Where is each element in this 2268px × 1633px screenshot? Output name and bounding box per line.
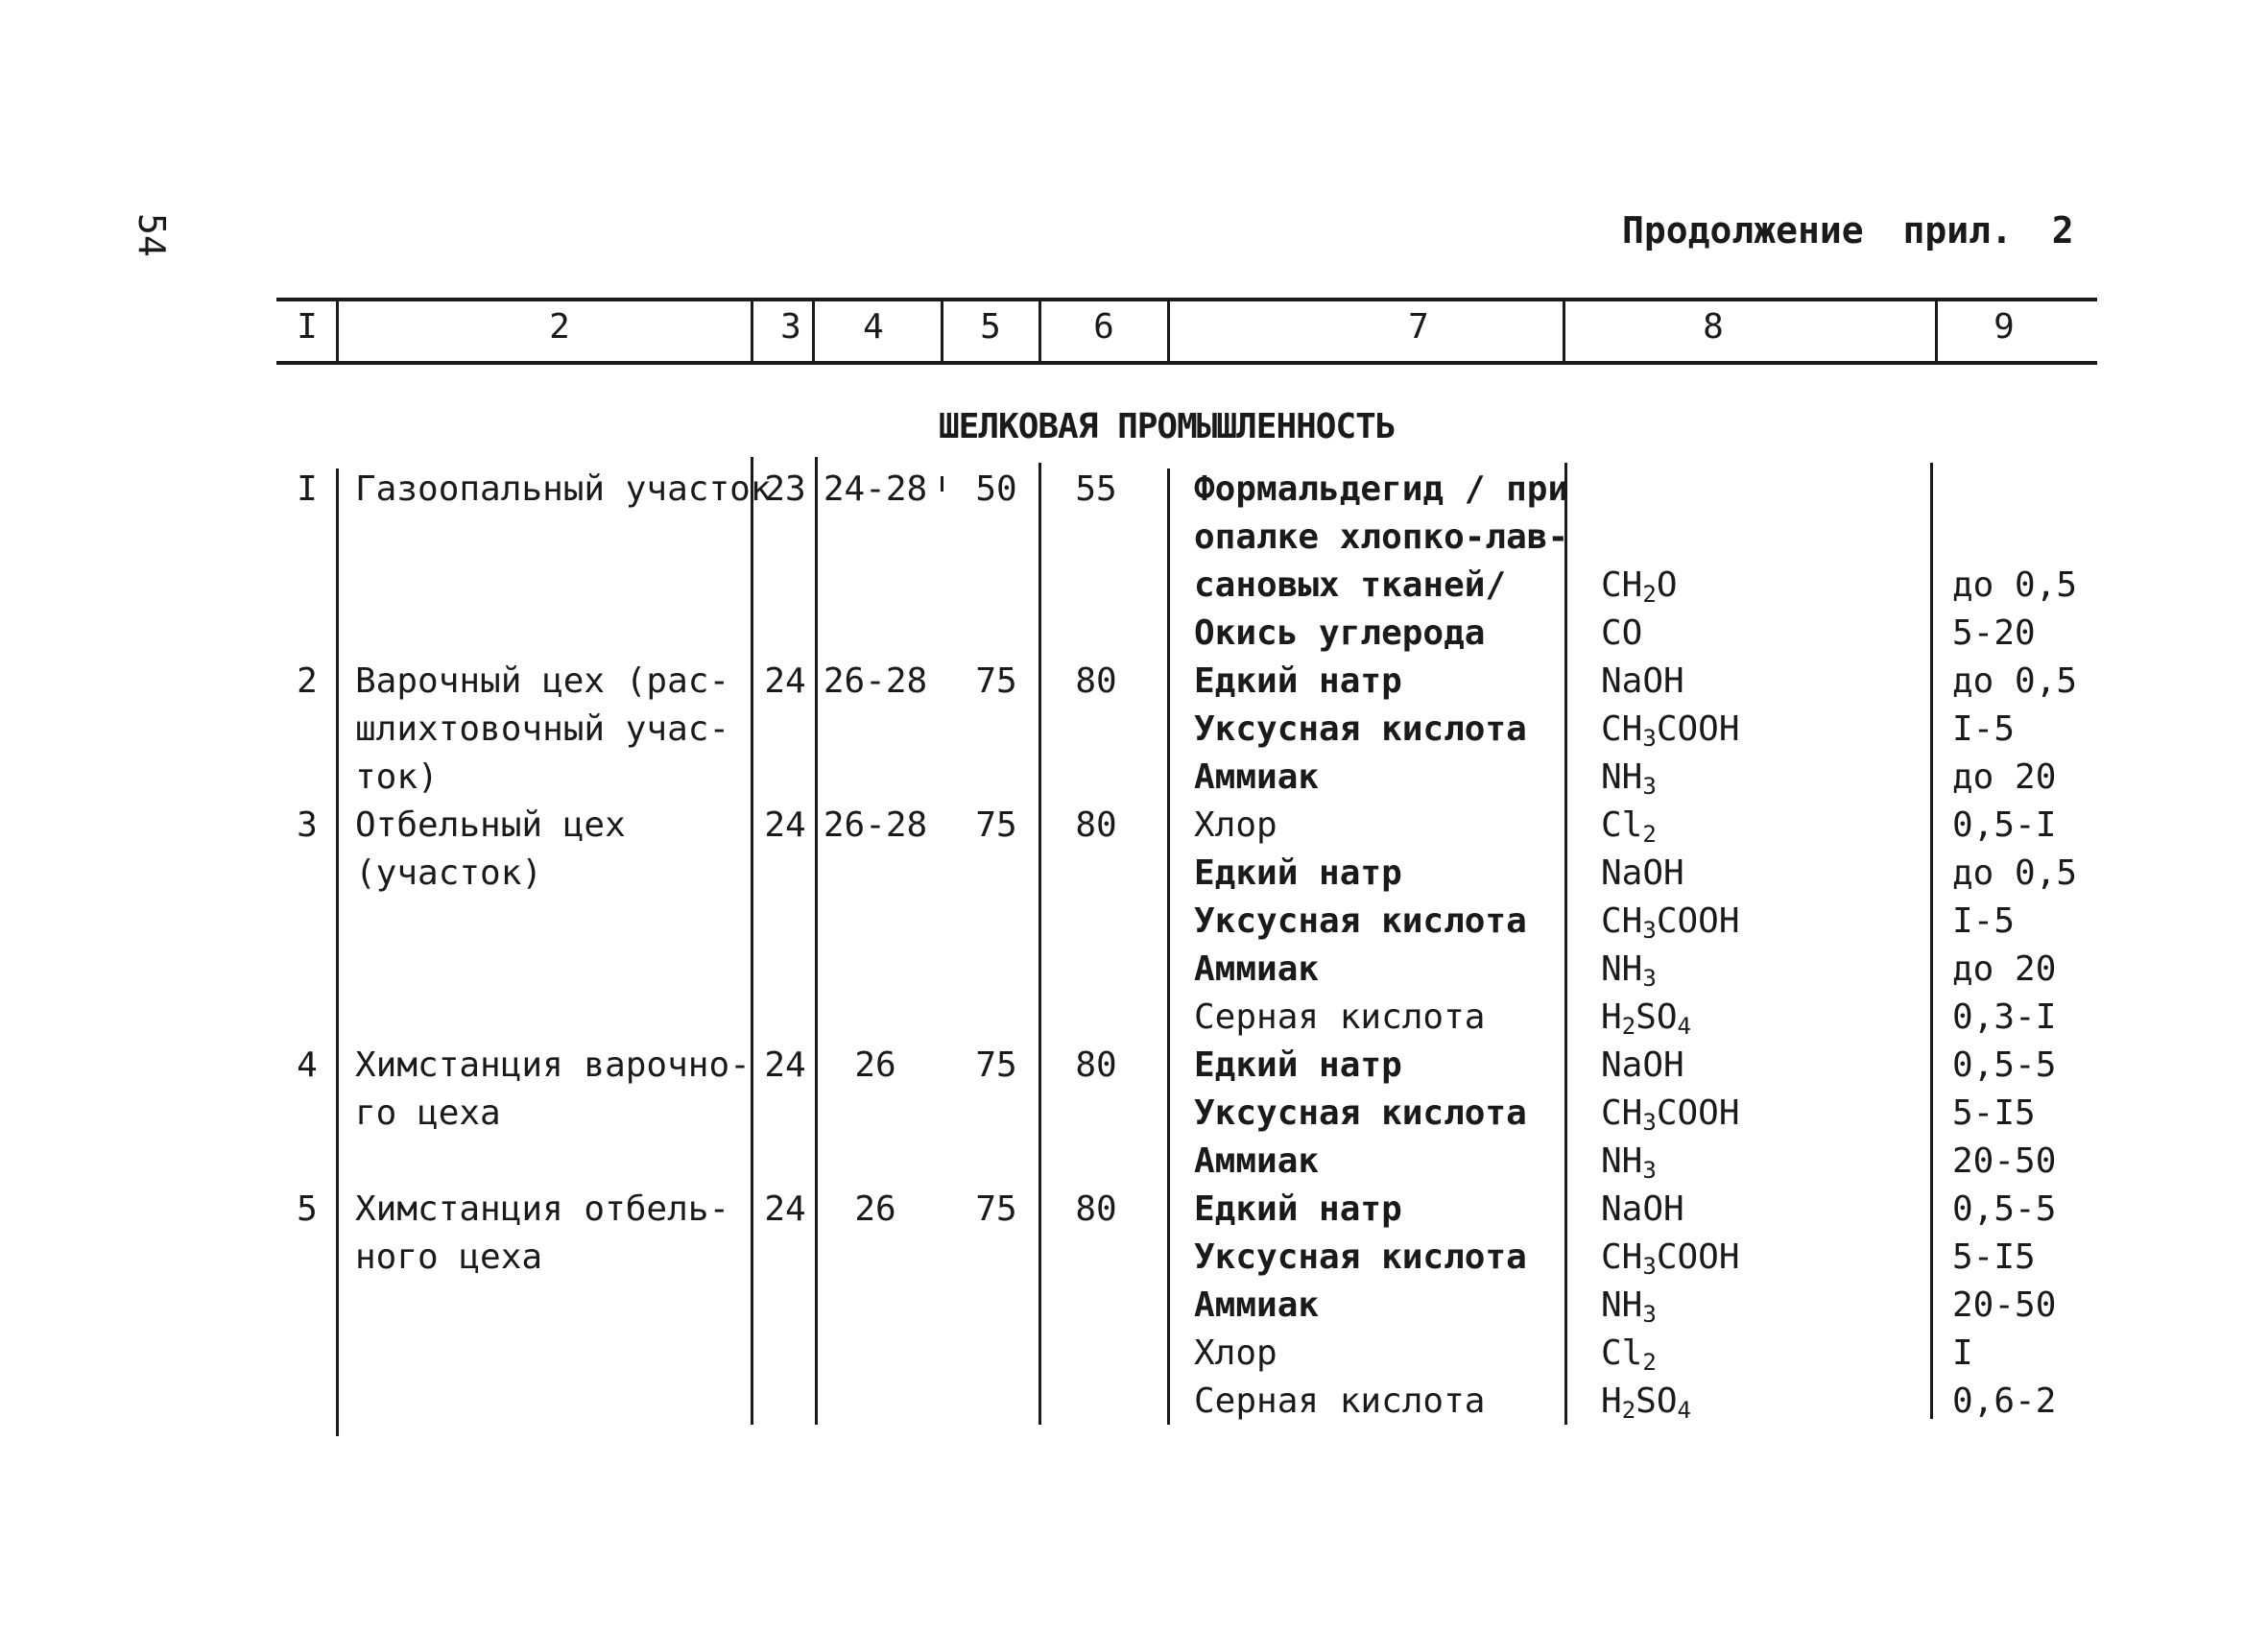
body-divider	[815, 457, 818, 1425]
chemical-formula: $CH_3COOH$	[1601, 901, 1740, 944]
column-number: 5	[980, 307, 1001, 347]
column-number: 3	[780, 307, 801, 347]
concentration-value: до 0,5	[1952, 565, 2078, 605]
page-number: 54	[131, 213, 173, 257]
concentration-value: 0,5-5	[1952, 1045, 2057, 1085]
concentration-value: 0,3-I	[1952, 997, 2057, 1037]
cell-col6: 80	[1075, 1045, 1117, 1085]
substance-name: Уксусная кислота	[1194, 901, 1527, 941]
body-divider	[1167, 468, 1170, 1425]
concentration-value: 0,5-I	[1952, 805, 2057, 845]
workshop-name: ного цеха	[355, 1237, 543, 1277]
cell-col3: 24	[764, 661, 806, 701]
substance-name: опалке хлопко-лав-	[1194, 517, 1569, 557]
cell-col5: 75	[975, 1189, 1017, 1229]
substance-name: Едкий натр	[1194, 1189, 1402, 1229]
cell-col4: 26-28	[823, 805, 928, 845]
row-number: 2	[297, 661, 318, 701]
workshop-name: (участок)	[355, 853, 543, 893]
concentration-value: до 20	[1952, 757, 2057, 797]
chemical-formula: $Cl_2$	[1601, 1333, 1657, 1376]
column-number: 6	[1093, 307, 1114, 347]
chemical-formula: NaOH	[1601, 661, 1684, 701]
substance-name: Уксусная кислота	[1194, 1093, 1527, 1133]
concentration-value: I-5	[1952, 709, 2016, 749]
continuation-label: Продолжение прил. 2	[1622, 209, 2074, 252]
row-number: I	[297, 469, 318, 509]
concentration-value: до 0,5	[1952, 661, 2078, 701]
cell-col4: 24-28	[823, 469, 928, 509]
workshop-name: Химстанция варочно-	[355, 1045, 751, 1085]
chemical-formula: $NH_3$	[1601, 1141, 1657, 1184]
workshop-name: Газоопальный участок	[355, 469, 772, 509]
column-number: 2	[549, 307, 570, 347]
substance-name: Уксусная кислота	[1194, 709, 1527, 749]
substance-name: Формальдегид / при	[1194, 469, 1569, 509]
body-divider	[336, 468, 339, 1436]
concentration-value: 20-50	[1952, 1285, 2057, 1325]
workshop-name: Отбельный цех	[355, 805, 626, 845]
cell-col6: 80	[1075, 805, 1117, 845]
substance-name: Едкий натр	[1194, 853, 1402, 893]
chemical-formula: $CH_3COOH$	[1601, 1237, 1740, 1280]
chemical-formula: $H_2SO_4$	[1601, 997, 1691, 1040]
body-divider	[1564, 463, 1567, 1425]
header-bottom-rule	[276, 361, 2097, 365]
header-divider	[1563, 301, 1565, 361]
column-number: 4	[863, 307, 884, 347]
chemical-formula: $CH_3COOH$	[1601, 1093, 1740, 1136]
substance-name: Аммиак	[1194, 1285, 1320, 1325]
section-title: ШЕЛКОВАЯ ПРОМЫШЛЕННОСТЬ	[939, 407, 1396, 446]
body-divider	[1039, 463, 1041, 1425]
substance-name: Серная кислота	[1194, 1381, 1486, 1421]
substance-name: Серная кислота	[1194, 997, 1486, 1037]
column-number: 9	[1993, 307, 2015, 347]
concentration-value: до 20	[1952, 949, 2057, 989]
cell-col5: 50	[975, 469, 1017, 509]
chemical-formula: NaOH	[1601, 853, 1684, 893]
cell-col4: 26-28	[823, 661, 928, 701]
cell-col4: 26	[854, 1045, 896, 1085]
substance-name: сановых тканей/	[1194, 565, 1507, 605]
substance-name: Аммиак	[1194, 757, 1320, 797]
chemical-formula: $NH_3$	[1601, 757, 1657, 800]
cell-col5: 75	[975, 661, 1017, 701]
concentration-value: 0,5-5	[1952, 1189, 2057, 1229]
header-divider	[336, 301, 339, 361]
header-top-rule	[276, 298, 2097, 301]
concentration-value: 5-20	[1952, 613, 2036, 653]
header-divider	[941, 301, 943, 361]
header-divider	[1935, 301, 1938, 361]
concentration-value: I-5	[1952, 901, 2016, 941]
column-number: 7	[1408, 307, 1429, 347]
cell-col3: 24	[764, 1045, 806, 1085]
cell-col6: 80	[1075, 1189, 1117, 1229]
workshop-name: шлихтовочный учас-	[355, 709, 730, 749]
workshop-name: го цеха	[355, 1093, 501, 1133]
substance-name: Аммиак	[1194, 949, 1320, 989]
concentration-value: 20-50	[1952, 1141, 2057, 1181]
concentration-value: I	[1952, 1333, 1973, 1373]
concentration-value: 5-I5	[1952, 1093, 2036, 1133]
row-number: 5	[297, 1189, 318, 1229]
cell-col4: 26	[854, 1189, 896, 1229]
chemical-formula: $H_2SO_4$	[1601, 1381, 1691, 1424]
concentration-value: 0,6-2	[1952, 1381, 2057, 1421]
cell-col3: 24	[764, 805, 806, 845]
workshop-name: Варочный цех (рас-	[355, 661, 730, 701]
body-divider	[751, 457, 753, 1425]
concentration-value: до 0,5	[1952, 853, 2078, 893]
row-number: 4	[297, 1045, 318, 1085]
substance-name: Аммиак	[1194, 1141, 1320, 1181]
chemical-formula: CO	[1601, 613, 1643, 653]
chemical-formula: $CH_2O$	[1601, 565, 1678, 608]
concentration-value: 5-I5	[1952, 1237, 2036, 1277]
chemical-formula: $NH_3$	[1601, 1285, 1657, 1328]
column-number: I	[297, 307, 318, 347]
header-divider	[1039, 301, 1041, 361]
chemical-formula: $CH_3COOH$	[1601, 709, 1740, 752]
substance-name: Едкий натр	[1194, 1045, 1402, 1085]
cell-col5: 75	[975, 1045, 1017, 1085]
substance-name: Хлор	[1194, 1333, 1277, 1373]
substance-name: Уксусная кислота	[1194, 1237, 1527, 1277]
chemical-formula: $Cl_2$	[1601, 805, 1657, 848]
workshop-name: Химстанция отбель-	[355, 1189, 730, 1229]
cell-col6: 55	[1075, 469, 1117, 509]
substance-name: Окись углерода	[1194, 613, 1486, 653]
cell-col3: 24	[764, 1189, 806, 1229]
header-divider	[1167, 301, 1170, 361]
chemical-formula: NaOH	[1601, 1189, 1684, 1229]
column-number: 8	[1703, 307, 1724, 347]
substance-name: Едкий натр	[1194, 661, 1402, 701]
cell-col3: 23	[764, 469, 806, 509]
body-divider	[1930, 463, 1933, 1419]
chemical-formula: $NH_3$	[1601, 949, 1657, 992]
substance-name: Хлор	[1194, 805, 1277, 845]
cell-col5: 75	[975, 805, 1017, 845]
chemical-formula: NaOH	[1601, 1045, 1684, 1085]
cell-col6: 80	[1075, 661, 1117, 701]
header-divider	[751, 301, 753, 361]
row-number: 3	[297, 805, 318, 845]
workshop-name: ток)	[355, 757, 439, 797]
